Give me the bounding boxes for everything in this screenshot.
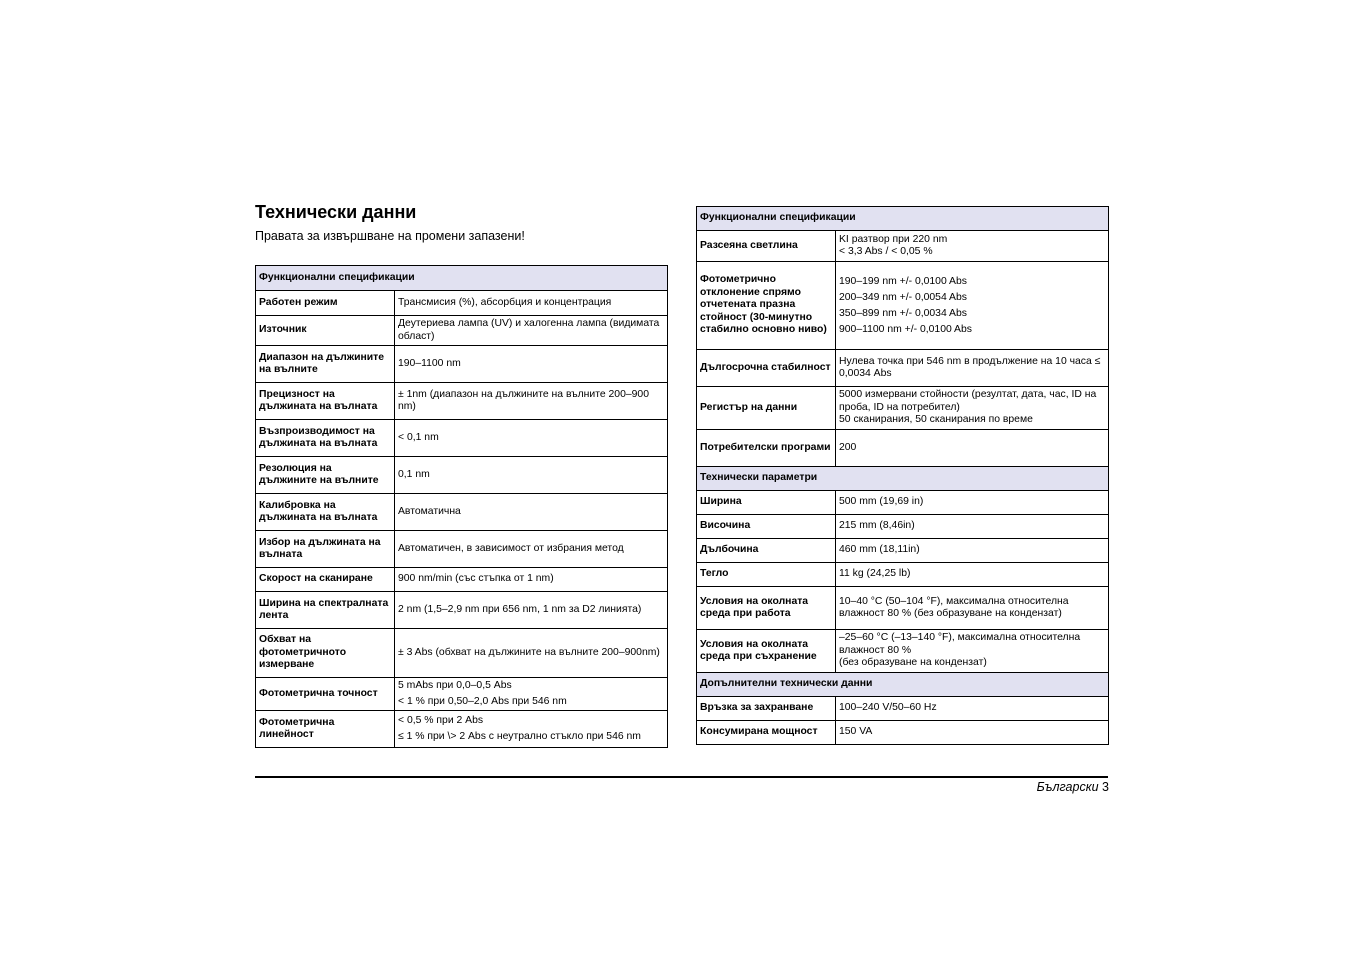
row-label: Височина: [697, 515, 836, 539]
page-title: Технически данни: [255, 202, 417, 222]
value-line: 190–199 nm +/- 0,0100 Abs: [839, 275, 967, 287]
table-row: [256, 457, 668, 494]
page-subtitle: Правата за извършване на промени запазени!: [255, 229, 525, 243]
row-value: 11 kg (24,25 lb): [836, 563, 1109, 587]
row-label: Избор на дължината на вълната: [256, 531, 395, 568]
row-value: [836, 387, 1109, 430]
value-line: < 3,3 Abs / < 0,05 %: [839, 246, 933, 257]
row-value: 10–40 °C (50–104 °F), максимална относителна влажност 80 % (без образуване на кондензат): [836, 587, 1109, 630]
value-line: 5000 измервани стойности (резултат, дата, час, ID на проба, ID на потребител): [839, 389, 1097, 413]
row-value: Нулева точка при 546 nm в продължение на 10 часа ≤ 0,0034 Abs: [836, 350, 1109, 387]
row-value: [836, 262, 1109, 350]
section-header-row: [697, 673, 1109, 697]
value-line: 5 mAbs при 0,0–0,5 Abs: [398, 680, 512, 691]
row-value: 460 mm (18,11in): [836, 539, 1109, 563]
value-line: < 1 % при 0,50–2,0 Abs при 546 nm: [398, 696, 567, 707]
value-line: 50 сканирания, 50 сканирания по време: [839, 414, 1033, 426]
row-label: Възпроизводимост на дължината на вълната: [256, 420, 395, 457]
row-label: Работен режим: [256, 291, 395, 316]
row-label: Регистър на данни: [697, 387, 836, 430]
footer-language: Български: [1036, 780, 1099, 794]
table-row: [256, 383, 668, 420]
row-label: Потребителски програми: [697, 430, 836, 467]
row-label: Разсеяна светлина: [697, 231, 836, 262]
table-row: [256, 629, 668, 678]
row-value: 100–240 V/50–60 Hz: [836, 697, 1109, 721]
table-row: [697, 721, 1109, 745]
row-label: Дългосрочна стабилност: [697, 350, 836, 387]
table-row: [697, 430, 1109, 467]
table-row: [697, 491, 1109, 515]
table-row: [697, 350, 1109, 387]
row-label: Дълбочина: [697, 539, 836, 563]
row-label: Резолюция на дължините на вълните: [256, 457, 395, 494]
value-line: 900–1100 nm +/- 0,0100 Abs: [839, 323, 972, 335]
row-value: [836, 630, 1109, 673]
page-number: 3: [1102, 780, 1109, 794]
table-row: [256, 420, 668, 457]
table-row: [256, 291, 668, 316]
row-value: 190–1100 nm: [395, 346, 668, 383]
section-title: Технически параметри: [697, 467, 1109, 491]
row-label: Източник: [256, 316, 395, 346]
row-value: 200: [836, 430, 1109, 467]
table-row: [256, 711, 668, 748]
value-line: 200–349 nm +/- 0,0054 Abs: [839, 291, 967, 303]
table-row: [256, 568, 668, 592]
section-title: Функционални спецификации: [697, 207, 1109, 231]
row-value: 215 mm (8,46in): [836, 515, 1109, 539]
table-row: [697, 539, 1109, 563]
value-line: –25–60 °C (–13–140 °F), максимална относителна влажност 80 %: [839, 632, 1081, 656]
row-label: Диапазон на дължините на вълните: [256, 346, 395, 383]
row-label: Условия на околната среда при работа: [697, 587, 836, 630]
row-label: Фотометрична точност: [256, 678, 395, 711]
table-row: [697, 515, 1109, 539]
specs-table-right: [696, 206, 1109, 745]
table-row: [256, 531, 668, 568]
row-value: Автоматична: [395, 494, 668, 531]
section-title: Функционални спецификации: [256, 266, 668, 291]
row-label: Връзка за захранване: [697, 697, 836, 721]
table-row: [697, 697, 1109, 721]
section-header-row: [697, 207, 1109, 231]
row-value: [836, 231, 1109, 262]
table-row: [697, 563, 1109, 587]
row-label: Обхват на фотометричното измерване: [256, 629, 395, 678]
row-label: Фотометрична линейност: [256, 711, 395, 748]
value-line: KI разтвор при 220 nm: [839, 233, 948, 245]
table-row: [256, 316, 668, 346]
table-row: [697, 630, 1109, 673]
row-label: Калибровка на дължината на вълната: [256, 494, 395, 531]
row-label: Прецизност на дължината на вълната: [256, 383, 395, 420]
page-footer: [1037, 780, 1109, 795]
row-label: Скорост на сканиране: [256, 568, 395, 592]
value-line: (без образуване на кондензат): [839, 657, 987, 669]
row-label: Консумирана мощност: [697, 721, 836, 745]
row-value: ± 1nm (диапазон на дължините на вълните 200–900 nm): [395, 383, 668, 420]
row-value: Трансмисия (%), абсорбция и концентрация: [395, 291, 668, 316]
row-value: Автоматичен, в зависимост от избрания метод: [395, 531, 668, 568]
value-line: 350–899 nm +/- 0,0034 Abs: [839, 307, 967, 319]
footer-divider: [255, 776, 1108, 778]
table-row: [697, 387, 1109, 430]
row-label: Фотометрично отклонение спрямо отчетената празна стойност (30-минутно стабилно основно ниво): [697, 262, 836, 350]
table-row: [697, 231, 1109, 262]
row-label: Тегло: [697, 563, 836, 587]
value-line: ≤ 1 % при \> 2 Abs с неутрално стъкло при 546 nm: [398, 731, 641, 742]
value-line: < 0,5 % при 2 Abs: [398, 715, 484, 726]
row-value: [395, 711, 668, 748]
row-value: 0,1 nm: [395, 457, 668, 494]
section-title: Допълнителни технически данни: [697, 673, 1109, 697]
row-value: Деутериева лампа (UV) и халогенна лампа (видимата област): [395, 316, 668, 346]
section-header-row: [256, 266, 668, 291]
row-value: 2 nm (1,5–2,9 nm при 656 nm, 1 nm за D2 линията): [395, 592, 668, 629]
functional-specs-table-left: [255, 265, 668, 748]
table-row: [256, 592, 668, 629]
table-row: [256, 494, 668, 531]
row-value: < 0,1 nm: [395, 420, 668, 457]
table-row: [697, 587, 1109, 630]
row-value: 150 VA: [836, 721, 1109, 745]
row-label: Ширина на спектралната лента: [256, 592, 395, 629]
row-value: 500 mm (19,69 in): [836, 491, 1109, 515]
row-label: Ширина: [697, 491, 836, 515]
table-row: [256, 678, 668, 711]
section-header-row: [697, 467, 1109, 491]
row-value: [395, 678, 668, 711]
row-value: ± 3 Abs (обхват на дължините на вълните 200–900nm): [395, 629, 668, 678]
table-row: [697, 262, 1109, 350]
table-row: [256, 346, 668, 383]
row-label: Условия на околната среда при съхранение: [697, 630, 836, 673]
row-value: 900 nm/min (със стъпка от 1 nm): [395, 568, 668, 592]
